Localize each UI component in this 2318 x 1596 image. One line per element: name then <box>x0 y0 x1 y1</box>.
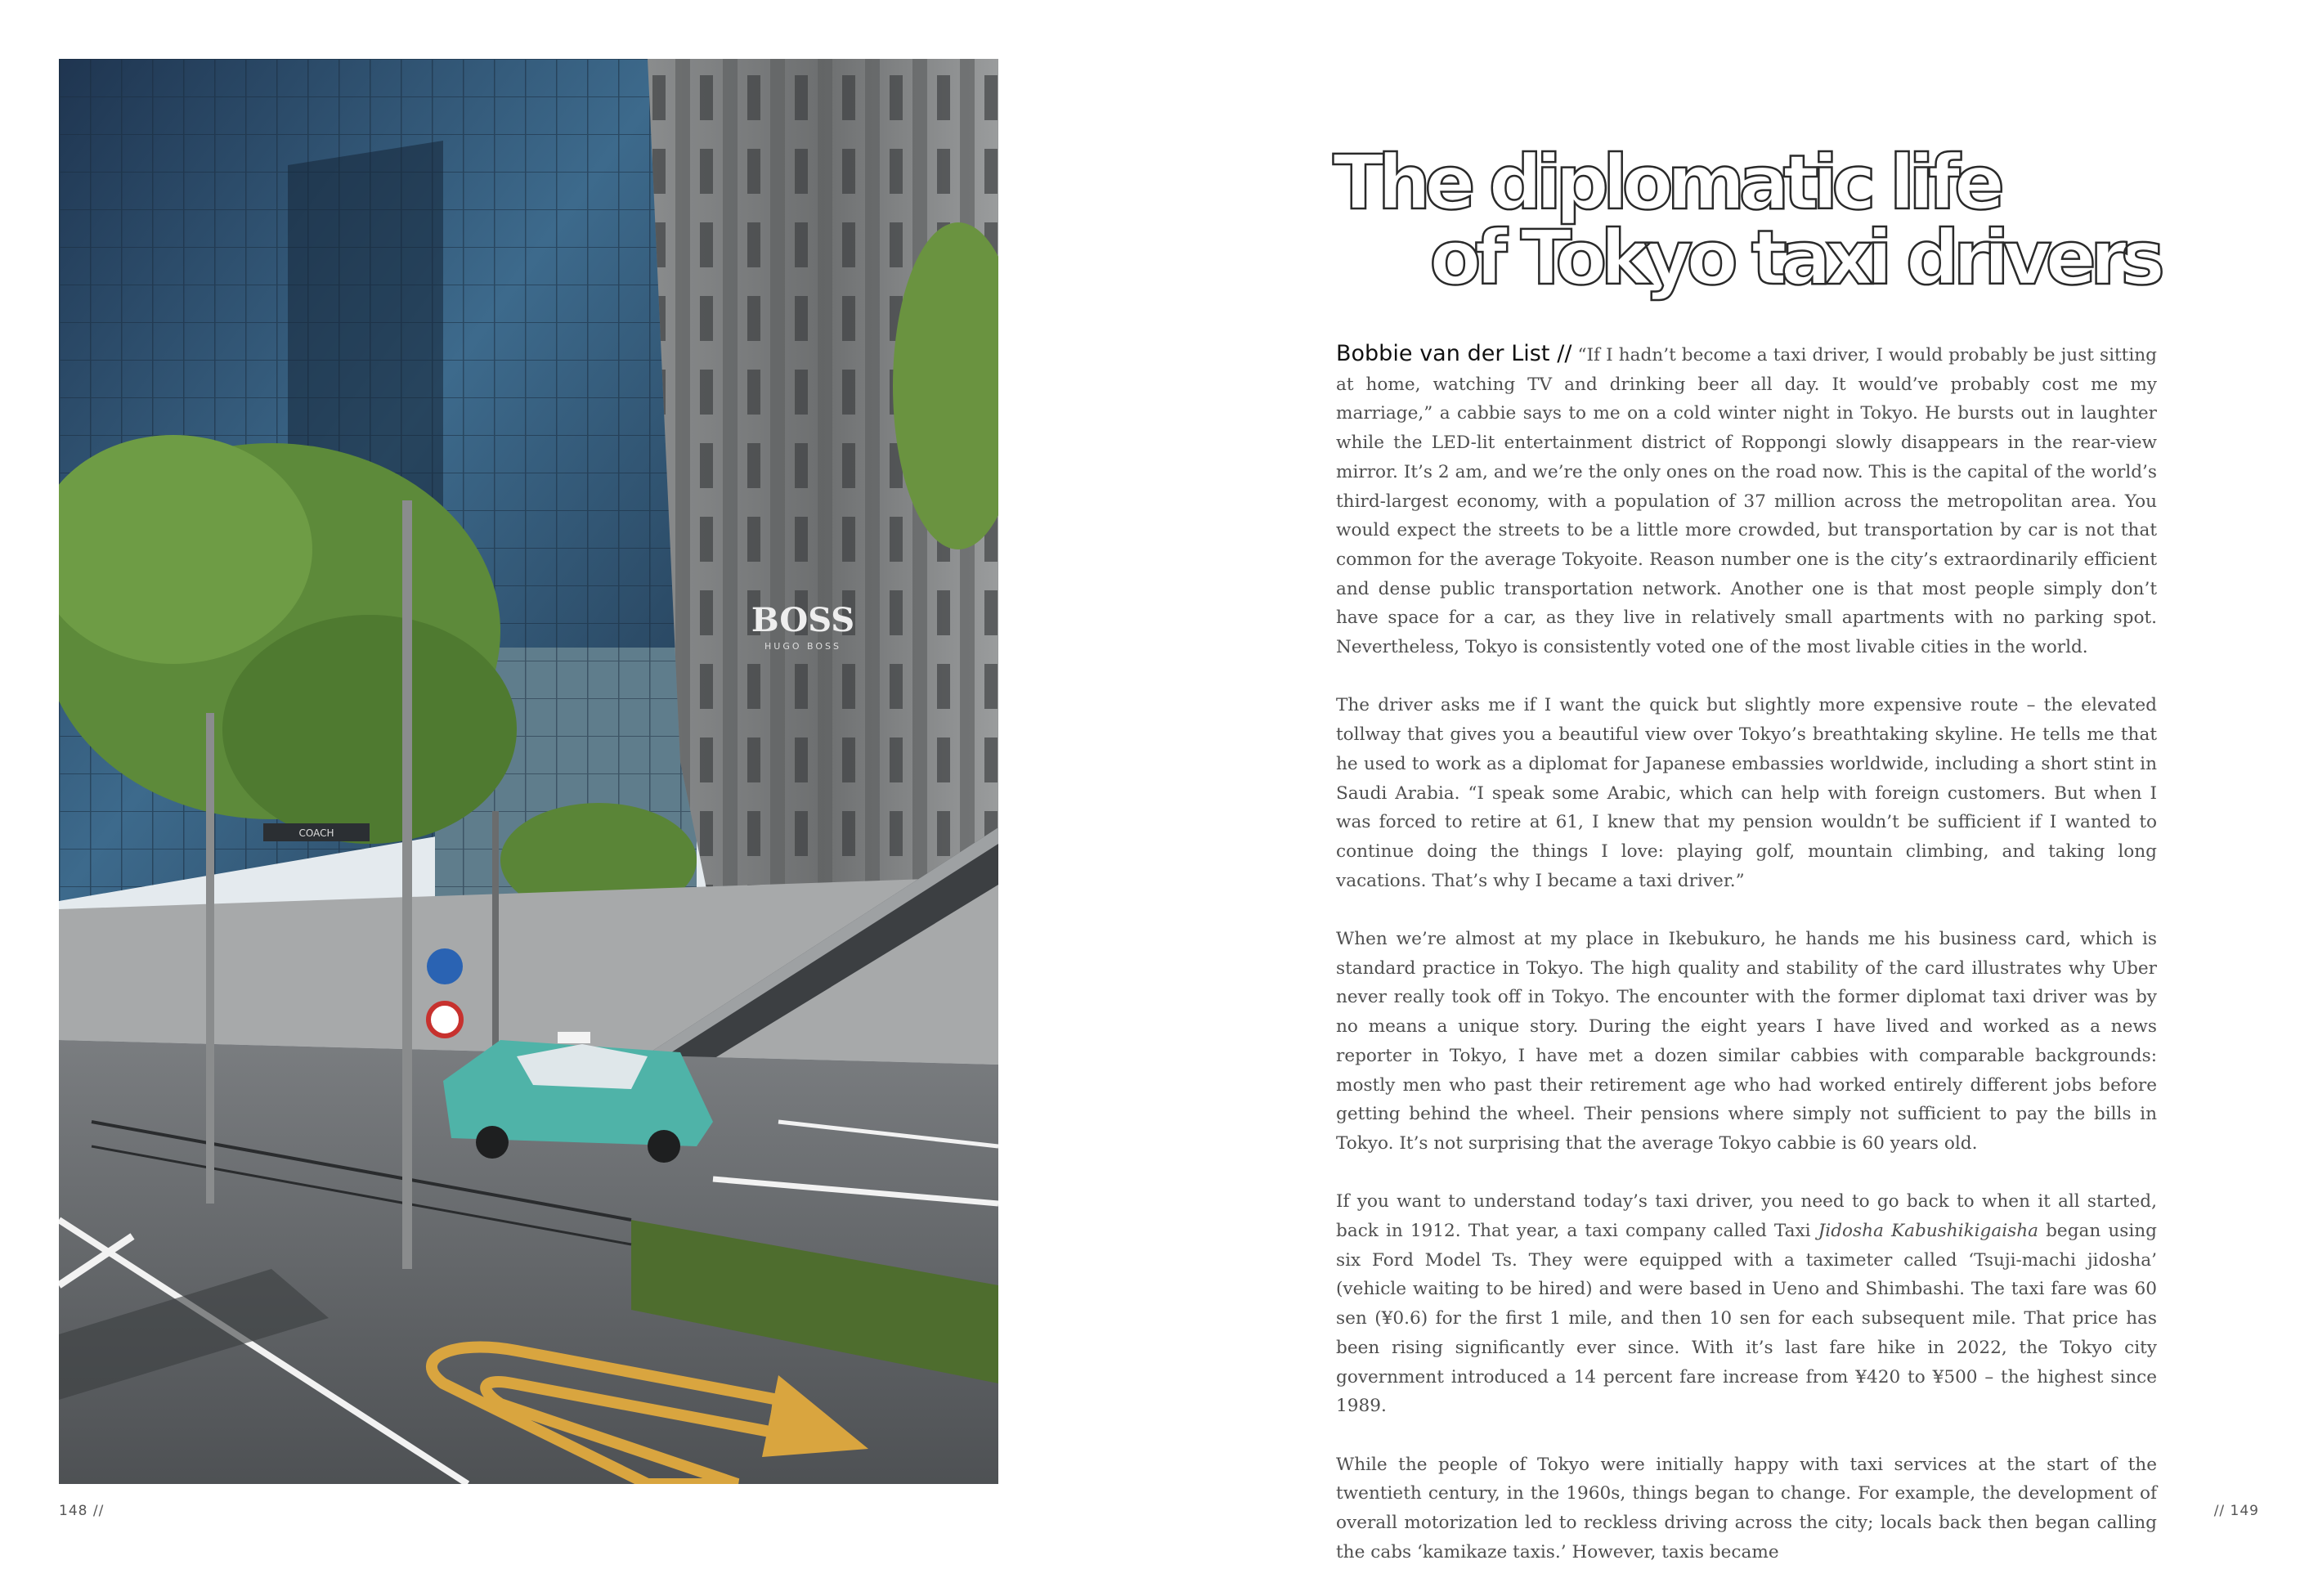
byline: Bobbie van der List // <box>1336 341 1572 366</box>
paragraph-4 <box>1336 1187 2157 1421</box>
company-name-italic: Jidosha Kabushikigaisha <box>1818 1221 2039 1242</box>
paragraph-4-text-b: began using six Ford Model Ts. They were equipped with a taximeter called ‘Tsuji-machi jidosha’ (vehicle waiting to be hired) and were based in Ueno and Shimbashi. The taxi fare was 60 sen (¥0.6) for the first 1 mile, and then 10 sen for each subsequent mile. That price has been rising significantly ever since. With it’s last fare hike in 2022, the Tokyo city government introduced a 14 percent fare increase from ¥420 to ¥500 – the highest since 1989. <box>1336 1221 2157 1417</box>
boss-sign: BOSS <box>751 601 855 639</box>
paragraph-1-text: “If I hadn’t become a taxi driver, I would probably be just sitting at home, watching TV and drinking beer all day. It would’ve probably cost me my marriage,” a cabbie says to me on a cold winter night in Tokyo. He bursts out in laughter while the LED-lit entertainment district of Roppongi slowly disappears in the rear-view mirror. It’s 2 am, and we’re the only ones on the road now. This is the capital of the world’s third-largest economy, with a population of 37 million across the metropolitan area. You would expect the streets to be a little more crowded, but transportation by car is not that common for the average Tokyoite. Reason number one is the city’s extraordinarily efficient and dense public transportation network. Another one is that most people simply don’t have space for a car, as they live in relatively small apartments with no parking spot. Nevertheless, Tokyo is consistently voted one of the most livable cities in the world. <box>1336 345 2157 658</box>
page-number-left: 148 // <box>59 1503 105 1519</box>
photo-icon <box>59 59 998 1484</box>
title-line-1: The diplomatic life <box>1333 139 1999 226</box>
hugo-boss-sign: HUGO BOSS <box>764 641 841 652</box>
article-body <box>1336 339 2157 1596</box>
paragraph-4-text-a: If you want to understand today’s taxi driver, you need to go back to when it all started, back in 1912. That year, a taxi company called Taxi <box>1336 1191 2157 1242</box>
article-title <box>1333 139 2159 302</box>
street-photo <box>59 59 998 1484</box>
paragraph-3: When we’re almost at my place in Ikebukuro, he hands me his business card, which is standard practice in Tokyo. The high quality and stability of the card illustrates why Uber never really took off in Tokyo. The encounter with the former diplomat taxi driver was by no means a unique story. During the eight years I have lived and worked as a news reporter in Tokyo, I have met a dozen similar cabbies with comparable backgrounds: mostly men who past their retirement age who had worked entirely different jobs before getting behind the wheel. Their pensions where simply not sufficient to pay the bills in Tokyo. It’s not surprising that the average Tokyo cabbie is 60 years old. <box>1336 929 2157 1154</box>
paragraph-2: The driver asks me if I want the quick but slightly more expensive route – the elevated tollway that gives you a beautiful view over Tokyo’s breathtaking skyline. He tells me that he used to work as a diplomat for Japanese embassies worldwide, including a short stint in Saudi Arabia. “I speak some Arabic, which can help with foreign customers. But when I was forced to retire at 61, I knew that my pension wouldn’t be sufficient if I wanted to continue doing the things I love: playing golf, mountain climbing, and taking long vacations. That’s why I became a taxi driver.” <box>1336 695 2157 891</box>
page-number-right: // 149 <box>2213 1503 2259 1519</box>
coach-sign: COACH <box>298 827 334 839</box>
paragraph-5: While the people of Tokyo were initially happy with taxi services at the start of the twentieth century, in the 1960s, things began to change. For example, the development of overall motorization led to reckless driving across the city; locals back then began calling the cabs ‘kamikaze taxis.’ However, taxis became <box>1336 1454 2157 1562</box>
paragraph-1 <box>1336 339 2157 662</box>
title-line-2: of Tokyo taxi drivers <box>1429 214 2159 302</box>
